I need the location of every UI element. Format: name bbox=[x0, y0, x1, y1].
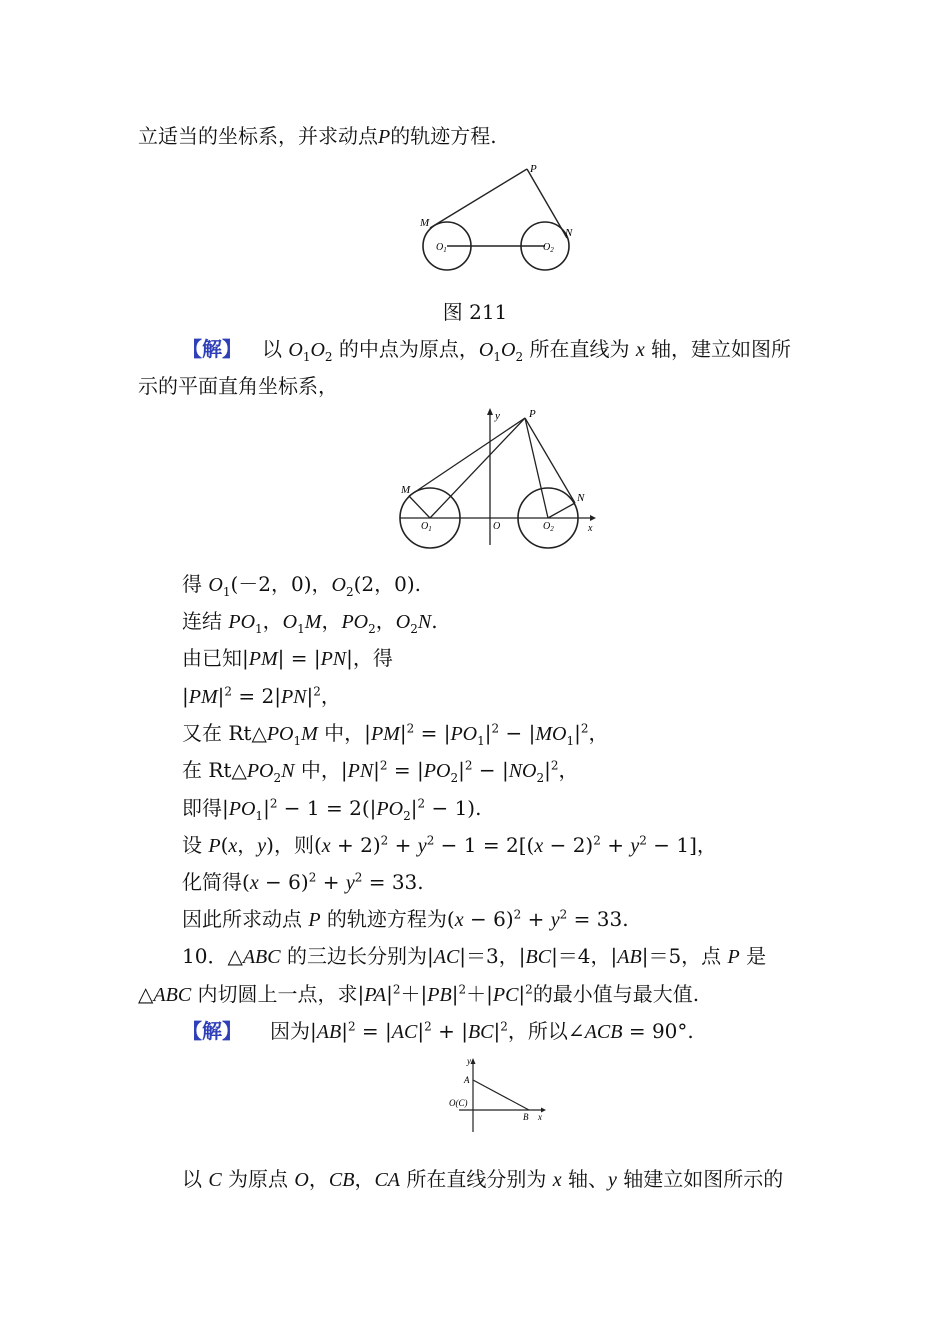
solution-tag: 【解】 bbox=[182, 337, 242, 361]
segment-po1 bbox=[430, 418, 525, 518]
step-line: 得 $O_1(-2$，0)，$O_2(2$，0). bbox=[182, 572, 422, 599]
intro-text: 立适当的坐标系，并求动点P的轨迹方程. bbox=[138, 124, 497, 148]
label-o1: $O_1$ bbox=[436, 242, 447, 254]
label-x: x bbox=[588, 523, 593, 534]
step-line: 因此所求动点 P 的轨迹方程为$(x - 6)^2 + y^2 = 33$. bbox=[182, 907, 629, 931]
label-p: P bbox=[529, 408, 536, 420]
problem-10-line-1: 10．△ABC 的三边长分别为|AC|＝3，|BC|＝4，|AB|＝5，点 P 是 bbox=[182, 944, 767, 968]
solution-10-line: 【解】 因为$|AB|^2 = |AC|^2 + |BC|^2$，所以∠ACB = 90°. bbox=[182, 1019, 694, 1043]
label-y: y bbox=[495, 410, 500, 422]
segment-ab bbox=[473, 1080, 529, 1110]
label-o1: $O_1$ bbox=[421, 521, 432, 533]
segment-o1m bbox=[409, 496, 430, 518]
label-p: P bbox=[530, 163, 537, 175]
figure-211-diagram bbox=[410, 160, 590, 280]
coordinate-diagram-circles bbox=[395, 405, 605, 555]
label-o: O bbox=[493, 521, 501, 532]
segment-pm bbox=[409, 418, 525, 496]
figure-caption: 图 211 bbox=[442, 300, 508, 324]
x-axis-arrow bbox=[590, 515, 596, 521]
intro-line bbox=[138, 122, 497, 150]
solution-10-last-line: 以 C 为原点 O，CB，CA 所在直线分别为 x 轴、y 轴建立如图所示的 bbox=[182, 1167, 784, 1191]
segment-pn bbox=[525, 418, 575, 503]
problem-10-line-2: △ABC 内切圆上一点，求$|PA|^2+|PB|^2+|PC|^2$的最小值与最大值. bbox=[138, 982, 700, 1006]
tangent-pn bbox=[527, 169, 567, 238]
step-line: 由已知|PM| = |PN|，得 bbox=[182, 646, 393, 670]
label-m: M bbox=[420, 217, 430, 229]
segment-o2n bbox=[548, 503, 575, 518]
y-axis-arrow bbox=[487, 408, 493, 415]
label-x: x bbox=[538, 1112, 542, 1122]
label-n: N bbox=[565, 227, 573, 239]
solution-9-line-2: 示的平面直角坐标系， bbox=[138, 374, 338, 398]
label-oc: O(C) bbox=[449, 1098, 468, 1108]
step-line: 又在 $Rt\triangle PO_1M$ 中，$|PM|^2 = |PO_1|^2 - |MO_1|^2$， bbox=[182, 721, 609, 748]
triangle-coordinate-diagram bbox=[445, 1052, 555, 1136]
y-axis-arrow bbox=[471, 1058, 476, 1064]
label-o2: $O_2$ bbox=[543, 242, 554, 254]
step-line: 即得$|PO_1|^2 - 1 = 2(|PO_2|^2 - 1)$. bbox=[182, 796, 482, 823]
step-line: 在 $Rt\triangle PO_2N$ 中，$|PN|^2 = |PO_2|^2 - |NO_2|^2$， bbox=[182, 758, 579, 785]
label-o2: $O_2$ bbox=[543, 521, 554, 533]
tangent-pm bbox=[430, 169, 527, 228]
label-n: N bbox=[577, 492, 585, 504]
step-line: 化简得$(x - 6)^2 + y^2 = 33$. bbox=[182, 870, 424, 894]
step-line: $|PM|^2 = 2|PN|^2$， bbox=[182, 684, 341, 708]
solution-tag: 【解】 bbox=[182, 1019, 242, 1043]
solution-9-line-1 bbox=[182, 335, 791, 363]
label-b: B bbox=[523, 1112, 529, 1122]
step-line: 设 P(x，y)，则$(x + 2)^2 + y^2 - 1 = 2[(x - 2)^2 + y^2 - 1]$， bbox=[182, 833, 717, 857]
step-line: 连结 $PO_1$，$O_1M$，$PO_2$，$O_2N$. bbox=[182, 609, 438, 636]
label-y: y bbox=[467, 1056, 471, 1066]
label-a: A bbox=[464, 1075, 470, 1085]
segment-po2 bbox=[525, 418, 548, 518]
solution-9-intro: 以 $O_1O_2$ 的中点为原点，$O_1O_2$ 所在直线为 x 轴，建立如图所 bbox=[262, 337, 792, 364]
label-m: M bbox=[401, 484, 411, 496]
